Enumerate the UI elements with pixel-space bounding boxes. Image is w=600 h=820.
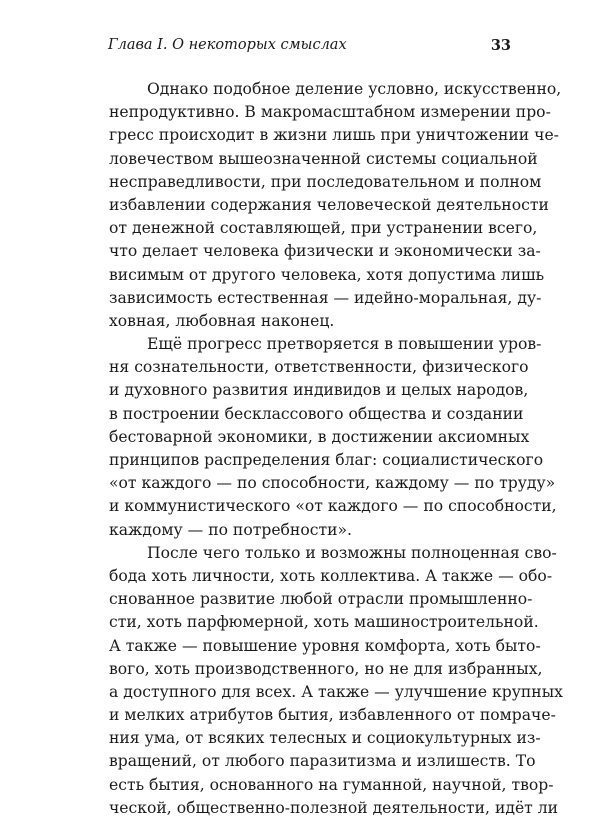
text-line: А также — повышение уровня комфорта, хоть быто- (109, 636, 541, 655)
text-line: от денежной составляющей, при устранении всего, (109, 219, 538, 238)
text-line: сти, хоть парфюмерной, хоть машиностроительной. (109, 613, 539, 632)
text-line: ловечеством вышеозначенной системы социальной (109, 149, 538, 168)
text-line: бестоварной экономики, в достижении аксиомных (109, 427, 530, 446)
text-line: гресс происходит в жизни лишь при уничтожении че- (109, 126, 559, 145)
text-line: После чего только и возможны полноценная сво- (147, 543, 557, 562)
text-line: висимым от другого человека, хотя допустима лишь (109, 265, 545, 284)
paragraph-1 (109, 78, 562, 333)
text-line: непродуктивно. В макромасштабном измерении про- (109, 103, 551, 122)
text-line: что делает человека физически и экономически за- (109, 242, 541, 261)
text-line: есть бытия, основанного на гуманной, научной, твор- (109, 775, 554, 794)
text-line: бода хоть личности, хоть коллектива. А также — обо- (109, 566, 553, 585)
text-line: и духовного развития индивидов и целых народов, (109, 381, 529, 400)
chapter-running-title: Глава I. О некоторых смыслах (108, 37, 347, 53)
text-line: ческой, общественно-полезной деятельности, идёт ли (109, 798, 559, 817)
text-line: в построении бесклассового общества и создании (109, 404, 524, 423)
text-line: Ещё прогресс претворяется в повышении уров- (147, 335, 542, 354)
paragraph-2 (109, 333, 557, 542)
text-line: несправедливости, при последовательном и полном (109, 172, 542, 191)
body-text (109, 78, 563, 820)
text-line: ня сознательности, ответственности, физического (109, 358, 529, 377)
text-line: ховная, любовная наконец. (109, 311, 335, 330)
text-line: вого, хоть производственного, но не для избранных, (109, 659, 543, 678)
text-line: «от каждого — по способности, каждому — по труду» (109, 474, 556, 493)
page-number: 33 (490, 37, 511, 54)
text-line: избавлении содержания человеческой деятельности (109, 195, 549, 214)
text-line: и коммунистического «от каждого — по способности, (109, 497, 557, 516)
running-head (108, 37, 511, 59)
text-line: а доступного для всех. А также — улучшение крупных (109, 682, 563, 701)
text-line: вращений, от любого паразитизма и излишеств. То (109, 752, 536, 771)
text-line: Однако подобное деление условно, искусственно, (147, 80, 562, 98)
text-line: ния ума, от всяких телесных и социокультурных из- (109, 729, 541, 748)
text-line: снованное развитие любой отрасли промышленно- (109, 590, 533, 609)
text-line: каждому — по потребности». (109, 520, 352, 539)
text-line: принципов распределения благ: социалистического (109, 451, 544, 469)
text-line: и мелких атрибутов бытия, избавленного от помраче- (109, 706, 556, 725)
paragraph-3 (109, 542, 563, 820)
text-line: зависимость естественная — идейно-моральная, ду- (109, 288, 542, 307)
